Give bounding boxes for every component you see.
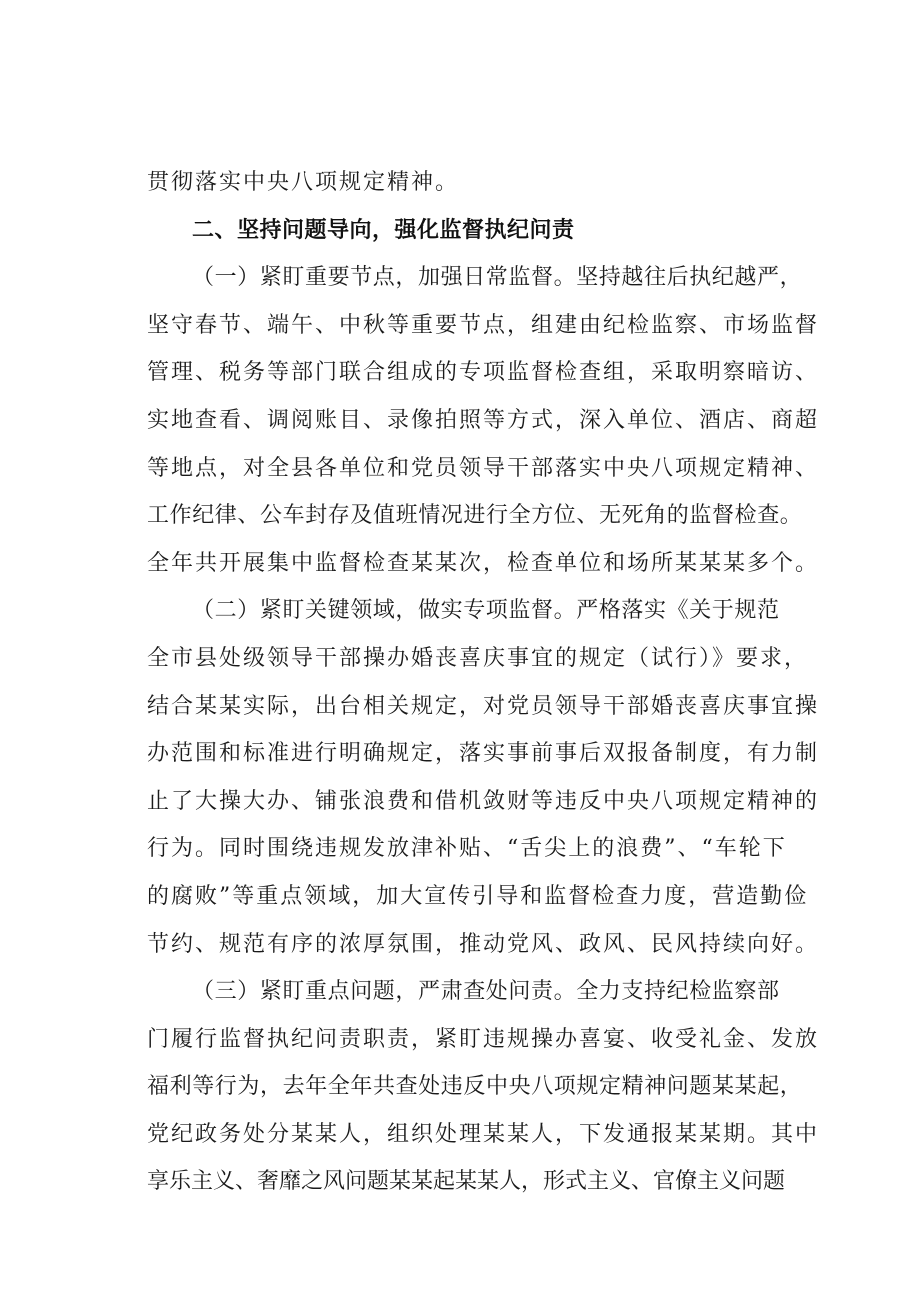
body-line: 全市县处级领导干部操办婚丧喜庆事宜的规定（试行）》要求， xyxy=(147,645,809,671)
body-line: 止了大操大办、铺张浪费和借机敛财等违反中央八项规定精神的 xyxy=(147,788,820,814)
body-line: 节约、规范有序的浓厚氛围，推动党风、政风、民风持续向好。 xyxy=(147,931,820,957)
body-line: （二）紧盯关键领域，做实专项监督。严格落实《关于规范 xyxy=(192,598,780,624)
document-body xyxy=(147,159,820,1206)
body-line: 福利等行为，去年全年共查处违反中央八项规定精神问题某某起， xyxy=(147,1074,803,1100)
body-line: （三）紧盯重点问题，严肃查处问责。全力支持纪检监察部 xyxy=(192,979,780,1005)
body-line: 办范围和标准进行明确规定，落实事前事后双报备制度，有力制 xyxy=(147,741,820,767)
body-line: 等地点，对全县各单位和党员领导干部落实中央八项规定精神、 xyxy=(147,455,820,481)
body-line: 坚守春节、端午、中秋等重要节点，组建由纪检监察、市场监督 xyxy=(147,312,820,338)
body-line: 行为。同时围绕违规发放津补贴、“舌尖上的浪费”、“车轮下 xyxy=(147,836,787,862)
body-line: 门履行监督执纪问责职责，紧盯违规操办喜宴、收受礼金、发放 xyxy=(147,1026,820,1052)
body-line: 结合某某实际，出台相关规定，对党员领导干部婚丧喜庆事宜操 xyxy=(147,693,820,719)
body-line: 的腐败”等重点领域，加大宣传引导和监督检查力度，营造勤俭 xyxy=(147,883,809,909)
body-line: 全年共开展集中监督检查某某次，检查单位和场所某某某多个。 xyxy=(147,550,820,576)
body-line: 工作纪律、公车封存及值班情况进行全方位、无死角的监督检查。 xyxy=(147,503,803,529)
body-line: 管理、税务等部门联合组成的专项监督检查组，采取明察暗访、 xyxy=(147,360,820,386)
section-heading: 二、坚持问题导向，强化监督执纪问责 xyxy=(192,217,575,243)
body-line: 实地查看、调阅账目、录像拍照等方式，深入单位、酒店、商超 xyxy=(147,407,820,433)
body-line: 享乐主义、奢靡之风问题某某起某某人，形式主义、官僚主义问题 xyxy=(147,1169,786,1195)
body-line: 贯彻落实中央八项规定精神。 xyxy=(147,170,460,195)
body-line: 党纪政务处分某某人，组织处理某某人，下发通报某某期。其中 xyxy=(147,1121,820,1147)
body-line: （一）紧盯重要节点，加强日常监督。坚持越往后执纪越严， xyxy=(192,265,803,291)
